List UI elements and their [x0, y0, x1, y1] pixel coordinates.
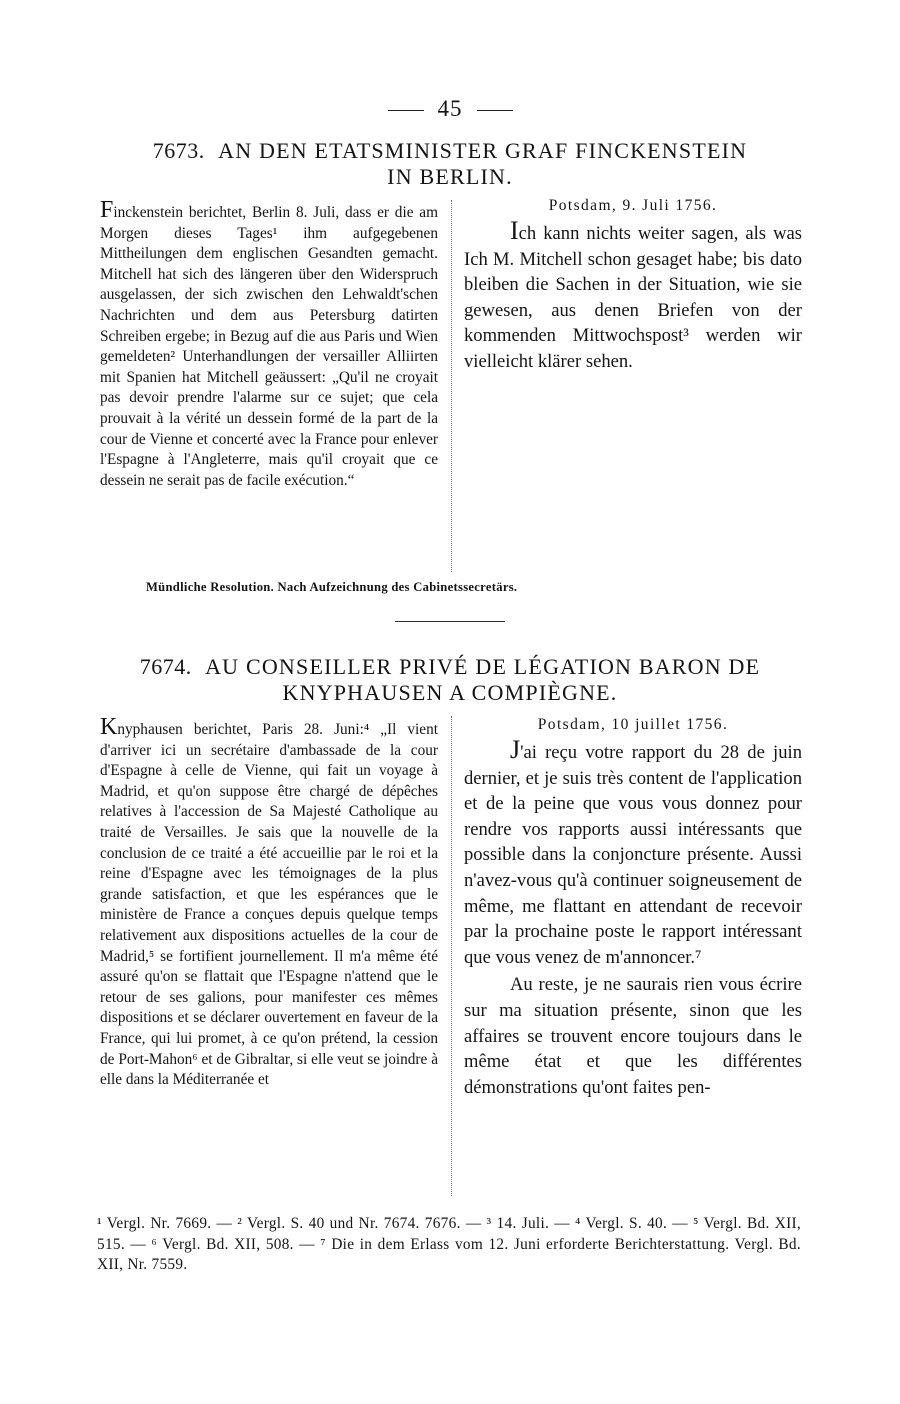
footnote-text: ¹ Vergl. Nr. 7669. — ² Vergl. S. 40 und Nr. 7674. 7676. — ³ 14. Juli. — ⁴ Vergl. S. 40. — ⁵ Vergl. Bd. XII, 515. — ⁶ Vergl. Bd. XII, 508. — ⁷ Die in dem Erlass vom 12. Juni erforderte Berichterstattung. Vergl. Bd. XII, Nr. 7559. [97, 1215, 801, 1273]
letter-7674-summary [100, 714, 438, 1091]
page-number: 45 [437, 96, 463, 121]
section-divider [395, 621, 505, 622]
letter-title-line1: AU CONSEILLER PRIVÉ DE LÉGATION BARON DE [205, 654, 761, 679]
letter-7673-title [100, 138, 800, 190]
header-rule-right [477, 110, 513, 111]
reply-paragraph-2: Au reste, je ne saurais rien vous écrire sur ma situation présente, sinon que les affaires se trouvent encore toujours dans le même état et que les différentes démonstrations qu'ont faites pen- [464, 974, 802, 1098]
letter-7674-title [100, 654, 800, 706]
summary-text: nyphausen berichtet, Paris 28. Juni:⁴ „Il vient d'arriver ici un secrétaire d'ambassade de la cour d'Espagne à celle de Vienne, qui fait un voyage à Madrid, et qu'on suppose être chargé de dépêches relatives à l'accession de Sa Majesté Catholique au traité de Versailles. Je sais que la nouvelle de la conclusion de ce traité a été accueillie par le roi et la reine d'Espagne avec les témoignages de la plus grande satisfaction, et que les espérances que le ministère de France a conçues depuis quelque temps relativement aux dispositions actuelles de la cour de Madrid,⁵ se fortifient journellement. Il m'a même été assuré qu'on se flattait que l'Espagne n'attend que le retour de ses galions, pour manifester ces mêmes dispositions et se déclarer ouvertement en faveur de la France, qui lui promet, à ce qu'on prétend, la cession de Port-Mahon⁶ et de Gibraltar, si elle veut se joindre à elle dans la Méditerranée et [100, 721, 438, 1089]
summary-initial: K [100, 714, 118, 740]
reply-text: 'ai reçu votre rapport du 28 de juin dernier, et je suis très content de l'application et de la peine que vous vous donnez pour rendre vos rapports aussi intéressants que possible dans la conjoncture présente. Aussi n'avez-vous qu'à continuer soigneusement de même, me flattant en attendant de recevoir par la prochaine poste le rapport intéressant que vous venez de m'annoncer.⁷ [464, 742, 802, 968]
summary-initial: F [100, 197, 114, 223]
page-header [0, 96, 900, 122]
letter-title-line1: AN DEN ETATSMINISTER GRAF FINCKENSTEIN [218, 138, 748, 163]
letter-number: 7674. [139, 654, 192, 679]
footnotes [97, 1214, 801, 1276]
column-divider [451, 716, 452, 1196]
header-rule-left [388, 110, 424, 111]
reply-text: ch kann nichts weiter sagen, als was Ich M. Mitchell schon gesaget habe; bis dato bleiben die Sachen in der Situation, wie sie gewesen, aus denen Briefen von der kommenden Mittwochspost³ werden wir vielleicht klärer sehen. [464, 223, 802, 372]
reply-initial: J [510, 735, 521, 764]
letter-title-line2: KNYPHAUSEN A COMPIÈGNE. [282, 680, 618, 705]
letter-7673-reply [464, 196, 802, 375]
dateline: Potsdam, 10 juillet 1756. [537, 716, 729, 733]
letter-7673-summary [100, 197, 438, 491]
letter-title-line2: IN BERLIN. [387, 164, 513, 189]
source-note: Mündliche Resolution. Nach Aufzeichnung des Cabinetssecretärs. [146, 580, 518, 594]
dateline: Potsdam, 9. Juli 1756. [548, 197, 718, 214]
summary-text: inckenstein berichtet, Berlin 8. Juli, dass er die am Morgen dieses Tages¹ ihm aufgegebenen Mittheilungen dem englischen Gesandten gemacht. Mitchell hat sich des längeren über den Widerspruch ausgelassen, der sich zwischen den Lehwaldt'schen Nachrichten und dem aus Petersburg datirten Schreiben ergebe; in Bezug auf die aus Paris und Wien gemeldeten² Unterhandlungen der versailler Alliirten mit Spanien hat Mitchell geäussert: „Qu'il ne croyait pas devoir prendre l'alarme sur ce sujet; que cela prouvait à la vérité un dessein formé de la part de la cour de Vienne et concerté avec la France pour enlever l'Espagne à l'Angleterre, mais qu'il croyait que ce dessein ne serait pas de facile exécution.“ [100, 204, 438, 489]
letter-7674-reply [464, 715, 802, 1100]
column-divider [451, 200, 452, 572]
letter-number: 7673. [152, 138, 205, 163]
reply-initial: I [510, 216, 519, 245]
